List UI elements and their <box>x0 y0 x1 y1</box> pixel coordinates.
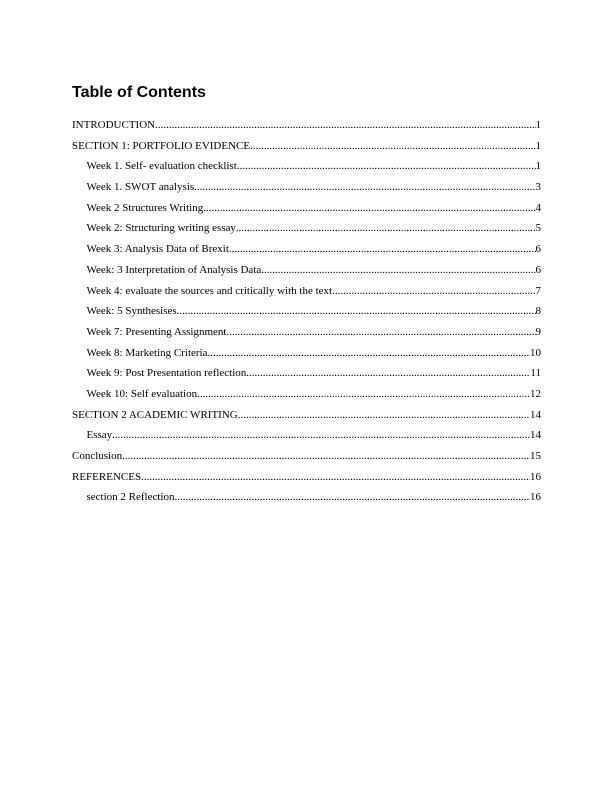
toc-dot-leader <box>237 156 536 177</box>
toc-entry[interactable] <box>72 343 541 364</box>
toc-dot-leader <box>194 177 535 198</box>
toc-entry[interactable] <box>72 136 541 157</box>
toc-entry-label: Week 3: Analysis Data of Brexit <box>86 243 229 256</box>
toc-dot-leader <box>226 322 535 343</box>
toc-entry-label: Week: 5 Synthesises <box>86 305 177 318</box>
toc-dot-leader <box>141 467 530 488</box>
toc-entry-label: Week 4: evaluate the sources and critically with the text. <box>86 284 335 297</box>
toc-entry[interactable] <box>72 425 541 446</box>
toc-dot-leader <box>246 363 530 384</box>
toc-dot-leader <box>174 487 530 508</box>
toc-dot-leader <box>238 405 530 426</box>
toc-entry-label: Week 7: Presenting Assignment <box>86 325 227 338</box>
toc-entry-page-number: 14 <box>530 408 541 421</box>
toc-entry-label: Week: 3 Interpretation of Analysis Data <box>86 263 262 276</box>
toc-entry[interactable] <box>72 322 541 343</box>
toc-dot-leader <box>112 425 530 446</box>
toc-entry-label: INTRODUCTION <box>72 119 156 131</box>
toc-entry[interactable] <box>72 363 541 384</box>
toc-entry-label: Week 10: Self evaluation <box>86 387 198 400</box>
toc-entry-page-number: 16 <box>530 470 541 483</box>
toc-entry-page-number: 1 <box>535 119 541 131</box>
toc-entry-label: Week 8: Marketing Criteria <box>86 346 208 359</box>
toc-entry[interactable] <box>72 239 541 260</box>
toc-entry-label: Essay <box>86 429 113 442</box>
toc-entry-page-number: 6 <box>535 243 541 256</box>
toc-entry-page-number: 1 <box>535 139 541 152</box>
toc-entry[interactable] <box>72 405 541 426</box>
toc-list <box>72 115 541 508</box>
toc-entry[interactable] <box>72 198 541 219</box>
toc-entry-page-number: 4 <box>535 201 541 214</box>
toc-dot-leader <box>250 136 535 157</box>
toc-entry[interactable] <box>72 301 541 322</box>
toc-entry-page-number: 5 <box>535 222 541 235</box>
toc-dot-leader <box>236 218 536 239</box>
toc-entry-page-number: 14 <box>530 429 541 442</box>
toc-entry-label: Week 9: Post Presentation reflection <box>86 367 247 380</box>
toc-entry-page-number: 6 <box>535 263 541 276</box>
toc-entry[interactable] <box>72 446 541 467</box>
toc-dot-leader <box>229 239 536 260</box>
toc-entry-page-number: 10 <box>530 346 541 359</box>
toc-entry-label: Week 2 Structures Writing <box>86 201 204 214</box>
toc-entry[interactable] <box>72 177 541 198</box>
toc-entry[interactable] <box>72 218 541 239</box>
toc-dot-leader <box>122 446 530 467</box>
toc-dot-leader <box>177 301 536 322</box>
toc-entry-page-number: 8 <box>535 305 541 318</box>
toc-entry-label: Week 1. Self- evaluation checklist <box>86 160 237 173</box>
toc-entry-label: section 2 Reflection <box>86 491 175 504</box>
toc-entry[interactable] <box>72 487 541 508</box>
toc-dot-leader <box>208 343 531 364</box>
toc-entry[interactable] <box>72 115 541 136</box>
toc-dot-leader <box>155 115 535 136</box>
toc-entry-label: Week 2: Structuring writing essay <box>86 222 236 235</box>
toc-entry-label: SECTION 1: PORTFOLIO EVIDENCE <box>72 139 251 152</box>
toc-entry[interactable] <box>72 467 541 488</box>
toc-entry-label: Week 1. SWOT analysis <box>86 181 195 194</box>
toc-entry[interactable] <box>72 260 541 281</box>
toc-dot-leader <box>261 260 535 281</box>
toc-entry[interactable] <box>72 281 541 302</box>
toc-title: Table of Contents <box>72 84 206 101</box>
toc-entry-page-number: 3 <box>535 181 541 194</box>
toc-entry-page-number: 1 <box>535 160 541 173</box>
toc-entry-page-number: 16 <box>530 491 541 504</box>
toc-entry-page-number: 12 <box>530 387 541 400</box>
toc-dot-leader <box>335 281 536 302</box>
toc-dot-leader <box>203 198 535 219</box>
toc-entry-label: REFERENCES <box>72 470 142 483</box>
toc-entry-label: SECTION 2 ACADEMIC WRITING <box>72 408 238 421</box>
toc-entry-page-number: 11 <box>530 367 541 380</box>
toc-dot-leader <box>197 384 530 405</box>
toc-entry-page-number: 7 <box>535 284 541 297</box>
toc-entry[interactable] <box>72 156 541 177</box>
toc-entry[interactable] <box>72 384 541 405</box>
toc-entry-label: Conclusion <box>72 450 123 462</box>
toc-entry-page-number: 15 <box>530 450 541 462</box>
toc-entry-page-number: 9 <box>535 325 541 338</box>
